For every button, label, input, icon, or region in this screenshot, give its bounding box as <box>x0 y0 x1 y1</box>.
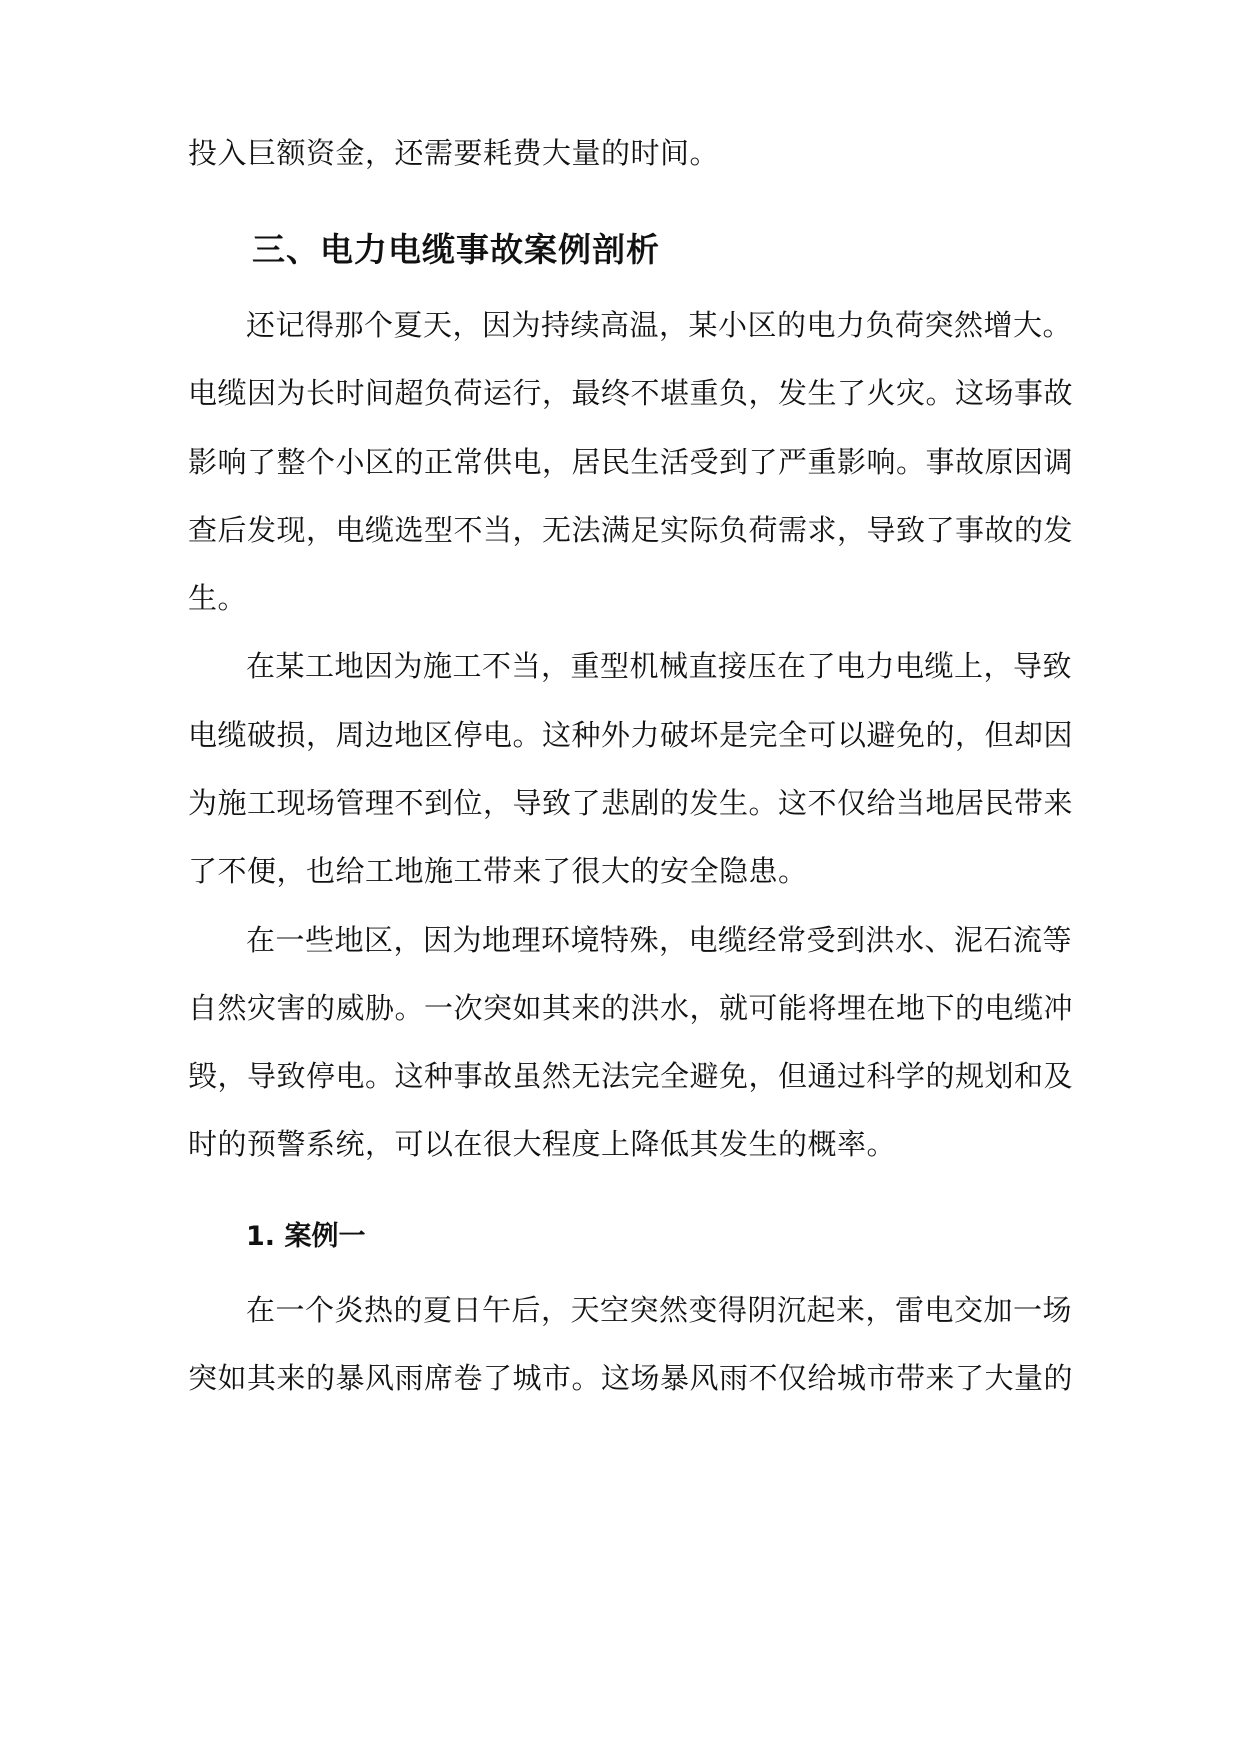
paragraph-line: 电缆因为长时间超负荷运行，最终不堪重负，发生了火灾。这场事故 <box>188 376 1074 410</box>
section-heading: 三、电力电缆事故案例剖析 <box>252 230 660 269</box>
lead-line: 投入巨额资金，还需要耗费大量的时间。 <box>188 136 720 170</box>
paragraph-line: 时的预警系统，可以在很大程度上降低其发生的概率。 <box>188 1127 897 1161</box>
paragraph-line: 影响了整个小区的正常供电，居民生活受到了严重影响。事故原因调 <box>188 445 1074 479</box>
paragraph-line: 在一个炎热的夏日午后，天空突然变得阴沉起来，雷电交加一场 <box>246 1293 1073 1327</box>
paragraph-line: 了不便，也给工地施工带来了很大的安全隐患。 <box>188 854 808 888</box>
paragraph-line: 自然灾害的威胁。一次突如其来的洪水，就可能将埋在地下的电缆冲 <box>188 991 1074 1025</box>
paragraph-line: 还记得那个夏天，因为持续高温，某小区的电力负荷突然增大。 <box>246 308 1073 342</box>
paragraph-line: 突如其来的暴风雨席卷了城市。这场暴风雨不仅给城市带来了大量的 <box>188 1361 1074 1395</box>
subsection-heading: 1. 案例一 <box>246 1221 366 1252</box>
paragraph-line: 毁，导致停电。这种事故虽然无法完全避免，但通过科学的规划和及 <box>188 1059 1074 1093</box>
paragraph-line: 在一些地区，因为地理环境特殊，电缆经常受到洪水、泥石流等 <box>246 923 1073 957</box>
paragraph-line: 在某工地因为施工不当，重型机械直接压在了电力电缆上，导致 <box>246 649 1073 683</box>
paragraph-line: 查后发现，电缆选型不当，无法满足实际负荷需求，导致了事故的发 <box>188 513 1074 547</box>
paragraph-line: 电缆破损，周边地区停电。这种外力破坏是完全可以避免的，但却因 <box>188 718 1074 752</box>
paragraph-line: 生。 <box>188 581 248 615</box>
paragraph-line: 为施工现场管理不到位，导致了悲剧的发生。这不仅给当地居民带来 <box>188 786 1074 820</box>
